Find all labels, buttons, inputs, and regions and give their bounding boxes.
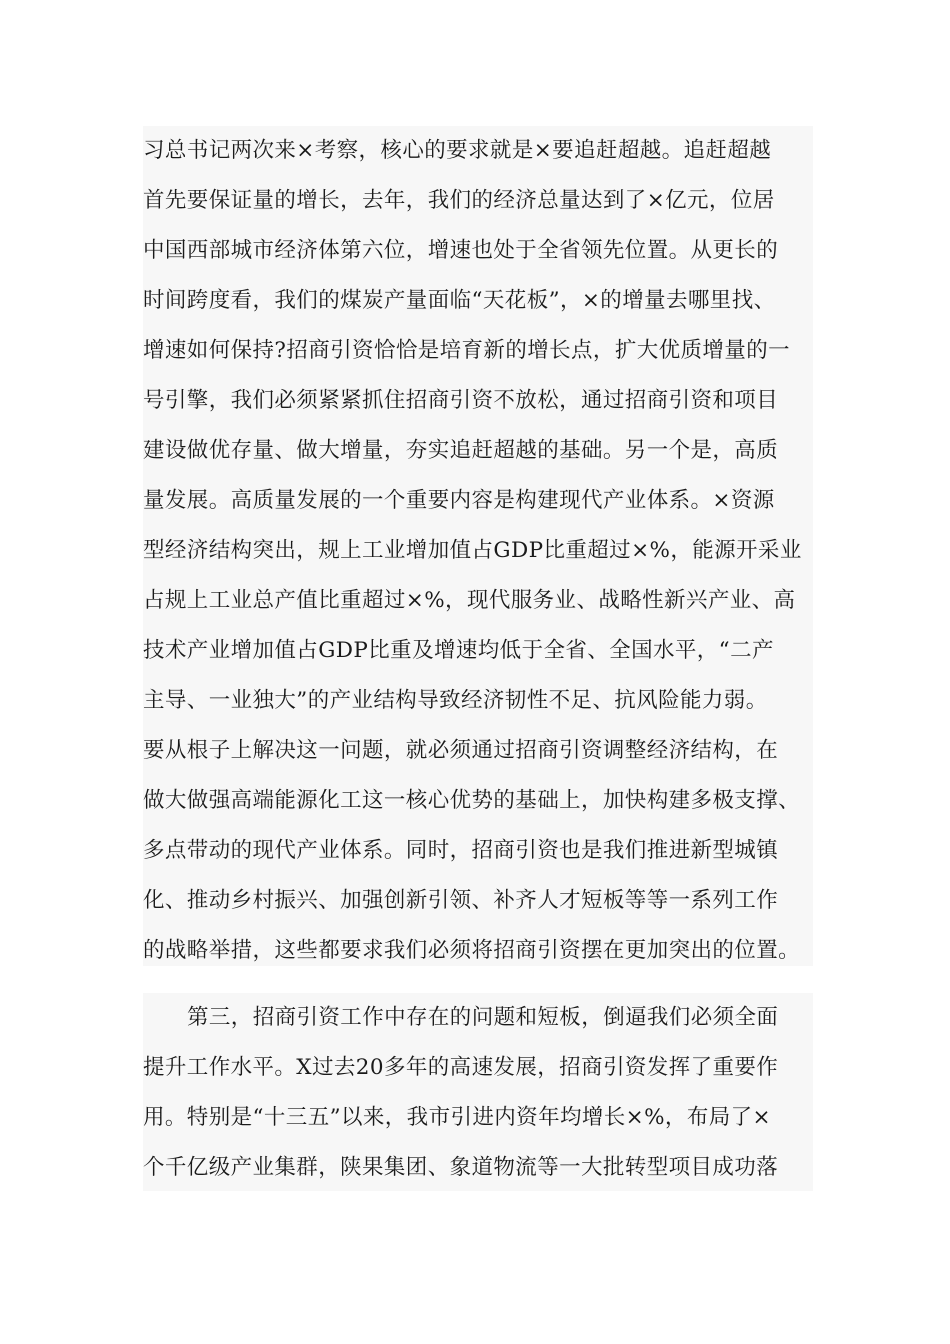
text-line: 的战略举措，这些都要求我们必须将招商引资摆在更加突出的位置。 [143,938,801,963]
text-line: 建设做优存量、做大增量，夯实追赶超越的基础。另一个是，高质 [143,438,779,463]
text-line: 占规上工业总产值比重超过×%，现代服务业、战略性新兴产业、高 [143,588,796,613]
text-line: 第三，招商引资工作中存在的问题和短板，倒逼我们必须全面 [187,1005,779,1030]
text-line: 化、推动乡村振兴、加强创新引领、补齐人才短板等等一系列工作 [143,888,779,913]
text-line: 型经济结构突出，规上工业增加值占GDP比重超过×%，能源开采业 [143,538,802,563]
text-line: 用。特别是“十三五”以来，我市引进内资年均增长×%，布局了× [143,1105,771,1130]
text-line: 增速如何保持?招商引资恰恰是培育新的增长点，扩大优质增量的一 [143,338,791,363]
text-line: 个千亿级产业集群，陕果集团、象道物流等一大批转型项目成功落 [143,1155,779,1180]
text-line: 主导、一业独大”的产业结构导致经济韧性不足、抗风险能力弱。 [143,688,768,713]
text-line: 多点带动的现代产业体系。同时，招商引资也是我们推进新型城镇 [143,838,779,863]
text-line: 中国西部城市经济体第六位，增速也处于全省领先位置。从更长的 [143,238,779,263]
text-line: 号引擎，我们必须紧紧抓住招商引资不放松，通过招商引资和项目 [143,388,779,413]
text-line: 提升工作水平。X过去20多年的高速发展，招商引资发挥了重要作 [143,1055,779,1080]
paragraph-1 [143,126,813,966]
text-line: 时间跨度看，我们的煤炭产量面临“天花板”，×的增量去哪里找、 [143,288,776,313]
text-line: 量发展。高质量发展的一个重要内容是构建现代产业体系。×资源 [143,488,775,513]
paragraph-2 [143,993,813,1191]
text-line: 习总书记两次来×考察，核心的要求就是×要追赶超越。追赶超越 [143,138,772,163]
text-line: 做大做强高端能源化工这一核心优势的基础上，加快构建多极支撑、 [143,788,801,813]
text-line: 技术产业增加值占GDP比重及增速均低于全省、全国水平，“二产 [143,638,774,663]
text-line: 要从根子上解决这一问题，就必须通过招商引资调整经济结构，在 [143,738,779,763]
text-line: 首先要保证量的增长，去年，我们的经济总量达到了×亿元，位居 [143,188,775,213]
